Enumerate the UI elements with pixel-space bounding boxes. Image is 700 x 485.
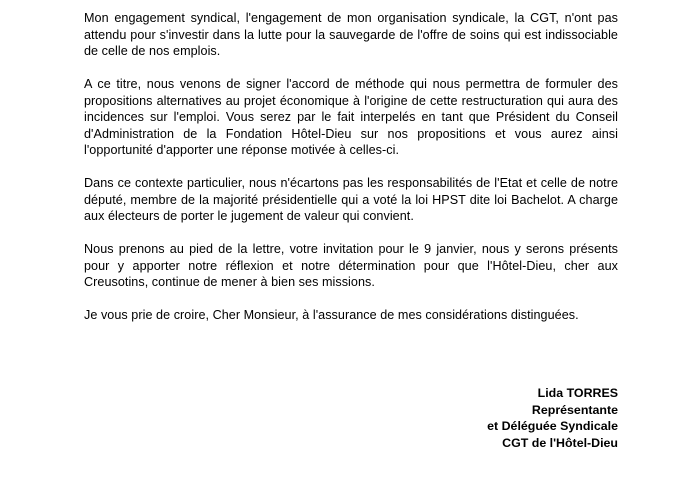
paragraph-contexte: Dans ce contexte particulier, nous n'écartons pas les responsabilités de l'Etat et celle de notre député, membre de la majorité présidentielle qui a voté la loi HPST dite loi Bachelot. A charge aux électeurs de porter le jugement de valeur qui convient. xyxy=(84,176,618,223)
signature-role: Représentante xyxy=(531,402,618,417)
signature-block xyxy=(487,385,618,451)
paragraph-engagement: Mon engagement syndical, l'engagement de mon organisation syndicale, la CGT, n'ont pas attendu pour s'investir dans la lutte pour la sauvegarde de l'offre de soins qui est indissociable de celle de nos emplois. xyxy=(84,11,618,58)
letter-body xyxy=(84,10,618,340)
paragraph-closing: Je vous prie de croire, Cher Monsieur, à l'assurance de mes considérations distinguées. xyxy=(84,308,579,322)
signature-role-delegate: et Déléguée Syndicale xyxy=(487,419,618,434)
paragraph-accord-methode: A ce titre, nous venons de signer l'accord de méthode qui nous permettra de formuler des propositions alternatives au projet économique à l'origine de cette restructuration qui aura des incidences sur l'emploi. Vous serez par le fait interpelés en tant que Président du Conseil d'Administration de la Fondation Hôtel-Dieu sur nos propositions et vous aurez ainsi l'opportunité d'apporter une réponse motivée à celles-ci. xyxy=(84,77,618,157)
signature-organization: CGT de l'Hôtel-Dieu xyxy=(502,435,618,450)
signature-name: Lida TORRES xyxy=(537,386,618,400)
paragraph-invitation: Nous prenons au pied de la lettre, votre invitation pour le 9 janvier, nous y serons présents pour y apporter notre réflexion et notre détermination pour que l'Hôtel-Dieu, cher aux Creusotins, continue de mener à bien ses missions. xyxy=(84,242,618,289)
